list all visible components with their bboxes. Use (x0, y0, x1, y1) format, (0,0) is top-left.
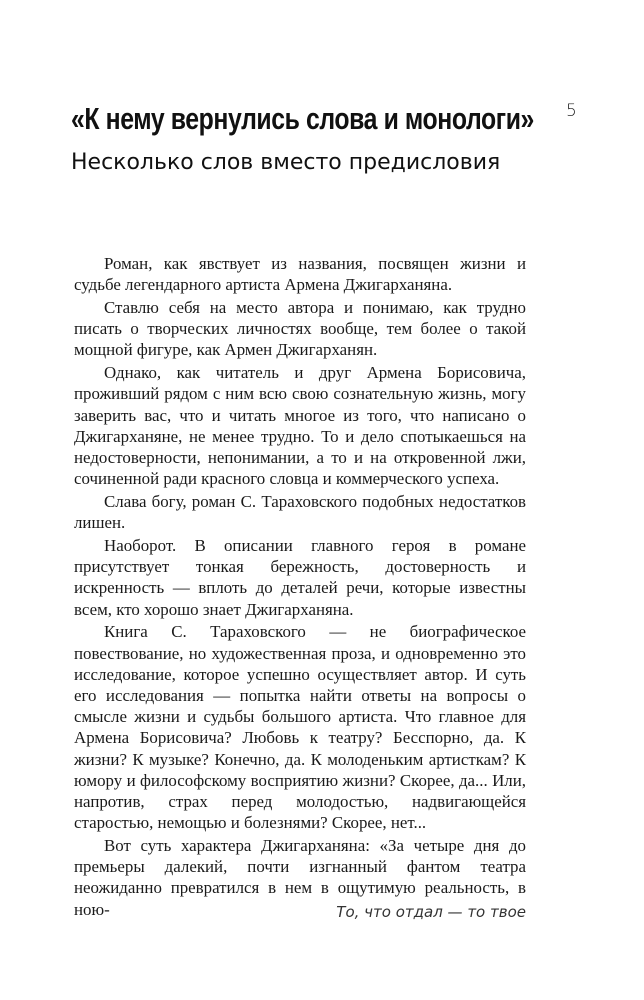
page-number: 5 (566, 101, 577, 121)
chapter-title: «К нему вернулись слова и монологи» (71, 101, 534, 136)
paragraph: Вот суть характера Джигарханяна: «За четыре дня до премьеры далекий, почти изгнанный фантом театра неожиданно превратился в нем в ощутимую реальность, в ною- (74, 836, 526, 919)
chapter-subtitle: Несколько слов вместо предисловия (71, 150, 501, 175)
paragraph: Однако, как читатель и друг Армена Борисовича, проживший рядом с ним всю свою сознательную жизнь, могу заверить вас, что и читать многое из того, что написано о Джигарханяне, не менее трудно. То и дело спотыкаешься на недостоверности, непонимании, а то и на откровенной лжи, сочиненной ради красного словца и коммерческого успеха. (74, 363, 526, 489)
paragraph: Книга С. Тараховского — не биографическое повествование, но художественная проза, и одновременно это исследование, которое успешно осуществляет автор. И суть его исследования — попытка найти ответы на вопросы о смысле жизни и судьбы большого артиста. Что главное для Армена Борисовича? Любовь к театру? Бесспорно, да. К жизни? К музыке? Конечно, да. К молоденьким артисткам? К юмору и философскому восприятию жизни? Скорее, да... Или, напротив, страх перед молодостью, надвигающейся старостью, немощью и болезнями? Скорее, нет... (74, 622, 526, 833)
paragraph: Ставлю себя на место автора и понимаю, как трудно писать о творческих личностях вообще, тем более о такой мощной фигуре, как Армен Джигарханян. (74, 298, 526, 360)
paragraph: Слава богу, роман С. Тараховского подобных недостатков лишен. (74, 492, 526, 533)
paragraph: Наоборот. В описании главного героя в романе присутствует тонкая бережность, достоверность и искренность — вплоть до деталей речи, которые известны всем, кто хорошо знает Джигарханяна. (74, 536, 526, 619)
body-text (74, 253, 526, 921)
running-footer: То, что отдал — то твое (336, 903, 526, 921)
paragraph: Роман, как явствует из названия, посвящен жизни и судьбе легендарного артиста Армена Джигарханяна. (74, 254, 526, 295)
